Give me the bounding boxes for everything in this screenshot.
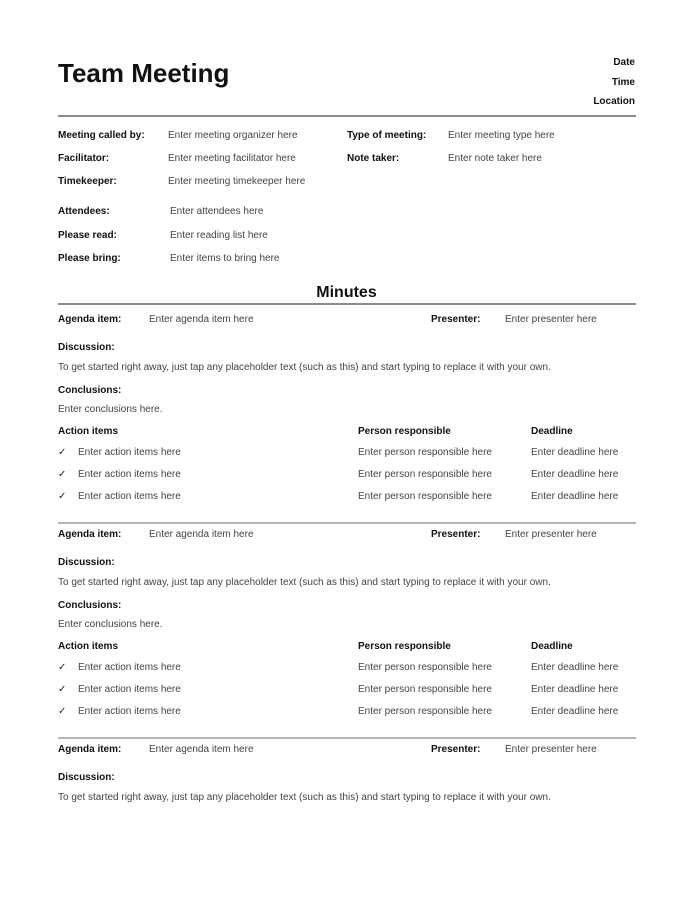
agenda-item-value[interactable]: Enter agenda item here — [149, 744, 254, 755]
meeting-type-label: Type of meeting: — [347, 130, 427, 141]
discussion-text[interactable]: To get started right away, just tap any placeholder text (such as this) and start typing to replace it with your own. — [58, 362, 551, 373]
checkmark-icon: ✓ — [58, 662, 67, 673]
deadline-header: Deadline — [531, 641, 573, 652]
checkmark-icon: ✓ — [58, 491, 67, 502]
please-bring-value[interactable]: Enter items to bring here — [170, 253, 280, 264]
agenda-item-value[interactable]: Enter agenda item here — [149, 314, 254, 325]
discussion-text[interactable]: To get started right away, just tap any placeholder text (such as this) and start typing to replace it with your own. — [58, 792, 551, 803]
presenter-label: Presenter: — [431, 744, 481, 755]
facilitator-value[interactable]: Enter meeting facilitator here — [168, 153, 296, 164]
action-items-header: Action items — [58, 426, 119, 437]
note-taker-label: Note taker: — [347, 153, 400, 164]
discussion-label: Discussion: — [58, 772, 115, 783]
minutes-divider — [58, 303, 636, 305]
checkmark-icon: ✓ — [58, 706, 67, 717]
agenda-item-label: Agenda item: — [58, 529, 122, 540]
attendees-value[interactable]: Enter attendees here — [170, 206, 264, 217]
note-taker-value[interactable]: Enter note taker here — [448, 153, 542, 164]
action-item[interactable]: Enter action items here — [78, 662, 181, 673]
action-deadline[interactable]: Enter deadline here — [531, 706, 619, 717]
person-responsible-header: Person responsible — [358, 641, 451, 652]
timekeeper-value[interactable]: Enter meeting timekeeper here — [168, 176, 306, 187]
document-title[interactable]: Team Meeting — [58, 58, 230, 88]
presenter-value[interactable]: Enter presenter here — [505, 314, 597, 325]
date-field[interactable]: Date — [613, 57, 635, 68]
action-item[interactable]: Enter action items here — [78, 469, 181, 480]
section-divider — [58, 522, 636, 524]
action-person[interactable]: Enter person responsible here — [358, 447, 492, 458]
please-bring-label: Please bring: — [58, 253, 121, 264]
action-person[interactable]: Enter person responsible here — [358, 491, 492, 502]
action-deadline[interactable]: Enter deadline here — [531, 684, 619, 695]
meeting-type-value[interactable]: Enter meeting type here — [448, 130, 555, 141]
called-by-label: Meeting called by: — [58, 130, 145, 141]
agenda-item-label: Agenda item: — [58, 314, 122, 325]
minutes-heading: Minutes — [316, 284, 377, 301]
discussion-label: Discussion: — [58, 557, 115, 568]
action-person[interactable]: Enter person responsible here — [358, 706, 492, 717]
action-item[interactable]: Enter action items here — [78, 684, 181, 695]
presenter-value[interactable]: Enter presenter here — [505, 529, 597, 540]
called-by-value[interactable]: Enter meeting organizer here — [168, 130, 298, 141]
action-item[interactable]: Enter action items here — [78, 491, 181, 502]
action-item[interactable]: Enter action items here — [78, 706, 181, 717]
action-item[interactable]: Enter action items here — [78, 447, 181, 458]
section-divider — [58, 737, 636, 739]
presenter-label: Presenter: — [431, 529, 481, 540]
conclusions-label: Conclusions: — [58, 385, 122, 396]
discussion-text[interactable]: To get started right away, just tap any placeholder text (such as this) and start typing to replace it with your own. — [58, 577, 551, 588]
action-deadline[interactable]: Enter deadline here — [531, 447, 619, 458]
header-divider — [58, 115, 636, 117]
please-read-label: Please read: — [58, 230, 117, 241]
attendees-label: Attendees: — [58, 206, 110, 217]
action-deadline[interactable]: Enter deadline here — [531, 469, 619, 480]
agenda-item-value[interactable]: Enter agenda item here — [149, 529, 254, 540]
time-field[interactable]: Time — [611, 77, 635, 88]
agenda-item-label: Agenda item: — [58, 744, 122, 755]
discussion-label: Discussion: — [58, 342, 115, 353]
conclusions-label: Conclusions: — [58, 600, 122, 611]
person-responsible-header: Person responsible — [358, 426, 451, 437]
facilitator-label: Facilitator: — [58, 153, 110, 164]
action-person[interactable]: Enter person responsible here — [358, 684, 492, 695]
timekeeper-label: Timekeeper: — [58, 176, 117, 187]
conclusions-text[interactable]: Enter conclusions here. — [58, 404, 163, 415]
deadline-header: Deadline — [531, 426, 573, 437]
action-items-header: Action items — [58, 641, 119, 652]
action-person[interactable]: Enter person responsible here — [358, 469, 492, 480]
checkmark-icon: ✓ — [58, 684, 67, 695]
action-person[interactable]: Enter person responsible here — [358, 662, 492, 673]
presenter-label: Presenter: — [431, 314, 481, 325]
presenter-value[interactable]: Enter presenter here — [505, 744, 597, 755]
action-deadline[interactable]: Enter deadline here — [531, 491, 619, 502]
conclusions-text[interactable]: Enter conclusions here. — [58, 619, 163, 630]
checkmark-icon: ✓ — [58, 447, 67, 458]
location-field[interactable]: Location — [593, 96, 635, 107]
action-deadline[interactable]: Enter deadline here — [531, 662, 619, 673]
please-read-value[interactable]: Enter reading list here — [170, 230, 268, 241]
checkmark-icon: ✓ — [58, 469, 67, 480]
